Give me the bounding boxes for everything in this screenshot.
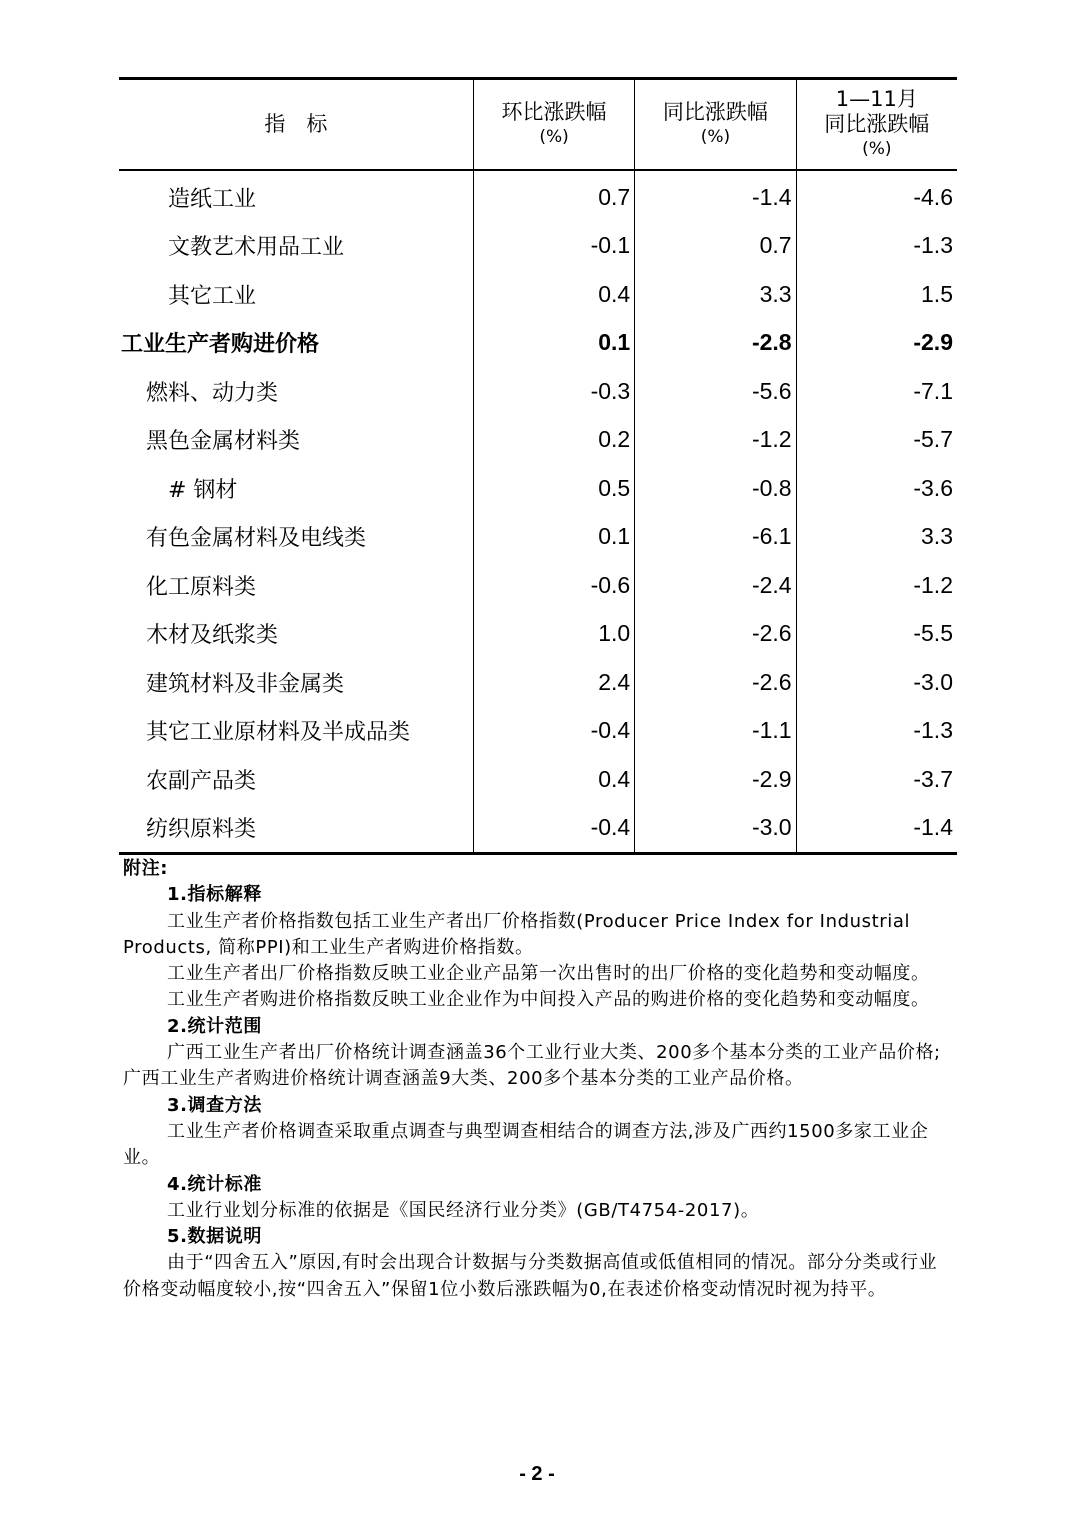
row-name: 建筑材料及非金属类	[146, 671, 345, 697]
table-row	[119, 755, 957, 804]
row-mom: 0.5	[473, 464, 634, 513]
row-name: 造纸工业	[168, 186, 257, 212]
row-ytd: -1.3	[796, 707, 957, 756]
table-header-row	[119, 79, 957, 171]
ppi-table	[119, 77, 957, 855]
ppi-table-container	[119, 77, 957, 855]
page-number: - 2 -	[519, 1463, 555, 1485]
row-mom: 0.4	[473, 270, 634, 319]
row-yoy: -2.6	[635, 610, 796, 659]
table-row	[119, 367, 957, 416]
row-yoy: -1.1	[635, 707, 796, 756]
row-mom: -0.4	[473, 707, 634, 756]
table-row	[119, 561, 957, 610]
header-year-on-year	[635, 79, 796, 171]
header-mom-unit: (%)	[539, 126, 569, 147]
row-name: 木材及纸浆类	[146, 623, 279, 649]
row-name: 黑色金属材料类	[146, 429, 301, 455]
row-mom: 0.7	[473, 170, 634, 222]
row-name: 农副产品类	[146, 768, 257, 794]
row-ytd: -1.3	[796, 222, 957, 271]
table-row	[119, 707, 957, 756]
row-ytd: -4.6	[796, 170, 957, 222]
header-ytd-year-on-year	[796, 79, 957, 171]
notes-paragraph: 工业生产者出厂价格指数反映工业企业产品第一次出售时的出厂价格的变化趋势和变动幅度。	[167, 963, 930, 985]
table-row	[119, 658, 957, 707]
header-ytd-period: 1—11月	[835, 87, 918, 111]
row-ytd: -5.7	[796, 416, 957, 465]
notes-heading-survey-method: 3.调查方法	[167, 1094, 262, 1116]
notes-paragraph: 工业生产者购进价格指数反映工业企业作为中间投入产品的购进价格的变化趋势和变动幅度。	[167, 989, 930, 1011]
table-row	[119, 464, 957, 513]
table-row-total	[119, 319, 957, 368]
header-ytd-label: 同比涨跌幅	[824, 112, 930, 136]
notes-heading-statistical-scope: 2.统计范围	[167, 1015, 262, 1037]
row-mom: -0.6	[473, 561, 634, 610]
notes-heading-indicator-explanation: 1.指标解释	[167, 884, 262, 906]
row-ytd: -5.5	[796, 610, 957, 659]
row-ytd: -1.2	[796, 561, 957, 610]
header-indicator: 指 标	[119, 79, 473, 171]
row-ytd: -1.4	[796, 804, 957, 854]
table-row	[119, 416, 957, 465]
row-ytd: -2.9	[796, 319, 957, 368]
row-yoy: -6.1	[635, 513, 796, 562]
row-ytd: -3.7	[796, 755, 957, 804]
notes-section	[123, 856, 953, 1303]
row-ytd: -3.6	[796, 464, 957, 513]
notes-heading-data-description: 5.数据说明	[167, 1226, 262, 1248]
row-mom: 0.1	[473, 513, 634, 562]
table-row	[119, 170, 957, 222]
row-name: # 钢材	[168, 477, 238, 503]
row-name: 工业生产者购进价格	[121, 332, 320, 358]
notes-heading-statistical-standard: 4.统计标准	[167, 1173, 262, 1195]
header-ytd-unit: (%)	[862, 139, 892, 159]
row-mom: -0.4	[473, 804, 634, 854]
table-row	[119, 270, 957, 319]
row-name: 燃料、动力类	[146, 380, 279, 406]
row-yoy: -1.4	[635, 170, 796, 222]
row-name: 有色金属材料及电线类	[146, 526, 367, 552]
row-yoy: -5.6	[635, 367, 796, 416]
row-yoy: -1.2	[635, 416, 796, 465]
notes-paragraph: 工业生产者价格指数包括工业生产者出厂价格指数(Producer Price Index for Industrial Products, 简称PPI)和工业生产者购进价格指数。	[123, 910, 911, 958]
row-yoy: 0.7	[635, 222, 796, 271]
header-yoy-unit: (%)	[700, 126, 731, 147]
row-mom: 0.4	[473, 755, 634, 804]
row-mom: 2.4	[473, 658, 634, 707]
row-yoy: -0.8	[635, 464, 796, 513]
table-row	[119, 222, 957, 271]
row-yoy: -2.4	[635, 561, 796, 610]
notes-paragraph: 工业行业划分标准的依据是《国民经济行业分类》(GB/T4754-2017)。	[167, 1199, 760, 1221]
row-mom: -0.1	[473, 222, 634, 271]
notes-title: 附注:	[123, 858, 168, 879]
row-mom: 0.2	[473, 416, 634, 465]
header-month-on-month	[473, 79, 634, 171]
row-ytd: -7.1	[796, 367, 957, 416]
row-yoy: -2.9	[635, 755, 796, 804]
notes-paragraph: 工业生产者价格调查采取重点调查与典型调查相结合的调查方法,涉及广西约1500多家工业企业。	[123, 1120, 929, 1169]
table-row	[119, 513, 957, 562]
row-name: 纺织原料类	[119, 804, 473, 854]
notes-paragraph: 由于“四舍五入”原因,有时会出现合计数据与分类数据高值或低值相同的情况。部分分类或行业价格变动幅度较小,按“四舍五入”保留1位小数后涨跌幅为0,在表述价格变动情况时视为持平。	[123, 1252, 938, 1300]
row-ytd: 1.5	[796, 270, 957, 319]
row-yoy: -3.0	[635, 804, 796, 854]
row-mom: 1.0	[473, 610, 634, 659]
row-name: 其它工业	[168, 283, 257, 309]
row-ytd: -3.0	[796, 658, 957, 707]
header-yoy-label: 同比涨跌幅	[662, 99, 768, 124]
row-yoy: 3.3	[635, 270, 796, 319]
row-ytd: 3.3	[796, 513, 957, 562]
row-name: 化工原料类	[146, 574, 257, 600]
row-yoy: -2.8	[635, 319, 796, 368]
row-name: 文教艺术用品工业	[168, 235, 345, 261]
table-row	[119, 804, 957, 854]
row-yoy: -2.6	[635, 658, 796, 707]
header-mom-label: 环比涨跌幅	[501, 99, 607, 124]
row-name: 其它工业原材料及半成品类	[146, 720, 411, 746]
row-mom: 0.1	[473, 319, 634, 368]
row-mom: -0.3	[473, 367, 634, 416]
notes-paragraph: 广西工业生产者出厂价格统计调查涵盖36个工业行业大类、200多个基本分类的工业产品价格;广西工业生产者购进价格统计调查涵盖9大类、200多个基本分类的工业产品价格。	[123, 1042, 941, 1090]
table-row	[119, 610, 957, 659]
